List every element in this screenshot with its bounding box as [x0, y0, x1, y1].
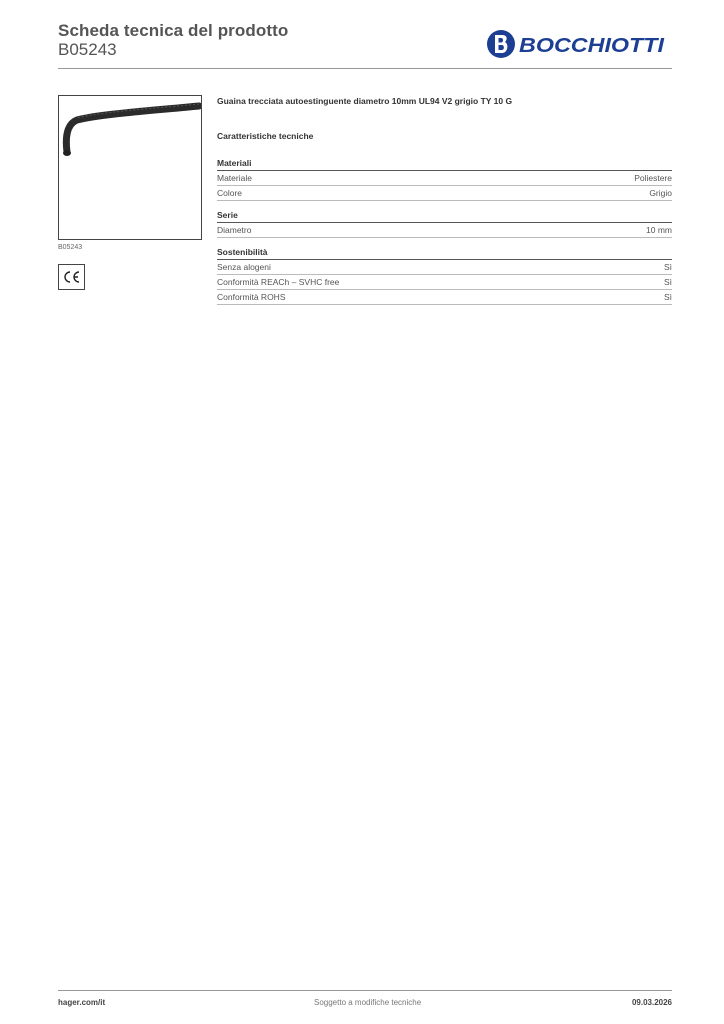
spec-value: Sì: [663, 277, 672, 287]
spec-label: Senza alogeni: [217, 262, 271, 272]
spec-row: [217, 275, 672, 290]
spec-group-title: Materiali: [217, 158, 672, 171]
spec-value: 10 mm: [646, 225, 672, 235]
specs-heading: Caratteristiche tecniche: [217, 131, 314, 141]
footer-date: 09.03.2026: [631, 998, 672, 1007]
spec-row: [217, 290, 672, 305]
product-details: [217, 96, 672, 305]
footer-divider: [58, 990, 672, 991]
spec-group-sostenibilita: [217, 247, 672, 305]
braided-sleeve-image: [59, 96, 201, 239]
spec-label: Conformità ROHS: [217, 292, 286, 302]
spec-row: [217, 186, 672, 201]
spec-value: Sì: [663, 292, 672, 302]
spec-label: Conformità REACh – SVHC free: [217, 277, 340, 287]
spec-group-title: Serie: [217, 210, 672, 223]
product-image: [58, 95, 202, 240]
spec-row: [217, 260, 672, 275]
brand-name: BOCCHIOTTI: [519, 35, 665, 57]
image-caption: B05243: [58, 244, 83, 251]
page-title: Scheda tecnica del prodotto: [58, 21, 289, 40]
footer-note: Soggetto a modifiche tecniche: [314, 998, 422, 1007]
product-title: Guaina trecciata autoestinguente diametro 10mm UL94 V2 grigio TY 10 G: [217, 96, 513, 106]
spec-label: Diametro: [217, 225, 252, 235]
spec-label: Materiale: [217, 173, 252, 183]
bocchiotti-logo: [486, 28, 666, 60]
spec-row: [217, 171, 672, 186]
product-code: B05243: [58, 40, 117, 59]
ce-mark-icon: [58, 264, 85, 290]
spec-label: Colore: [217, 188, 243, 198]
spec-group-serie: [217, 210, 672, 238]
spec-value: Grigio: [649, 188, 672, 198]
spec-group-materiali: [217, 158, 672, 201]
spec-group-title: Sostenibilità: [217, 247, 672, 260]
spec-value: Poliestere: [634, 173, 672, 183]
spec-row: [217, 223, 672, 238]
header-divider: [58, 68, 672, 69]
spec-value: Sì: [663, 262, 672, 272]
footer-website: hager.com/it: [58, 998, 106, 1007]
